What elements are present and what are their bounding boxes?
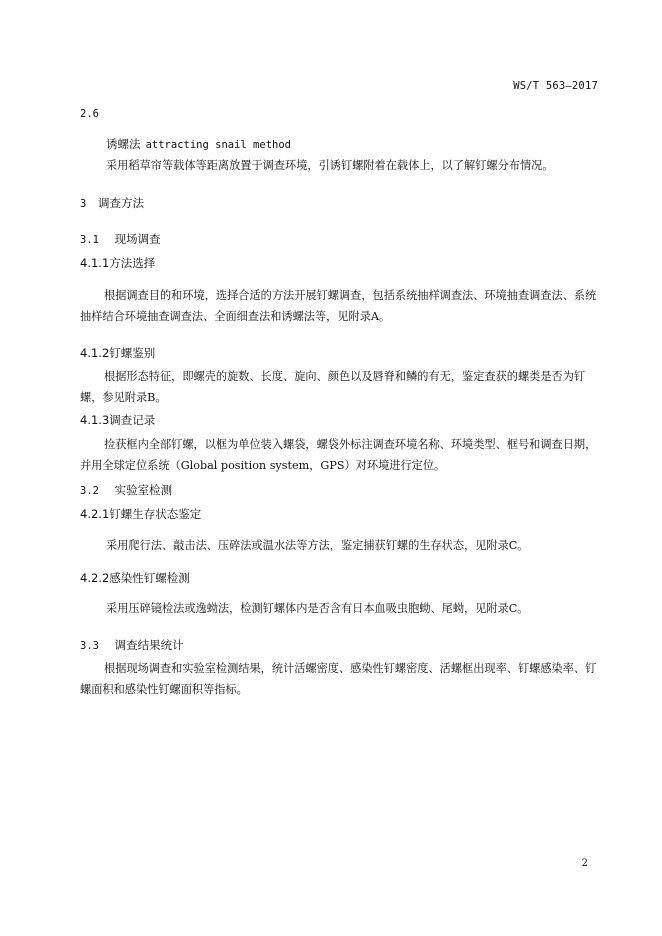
paragraph-snail-identification: 根据形态特征，即螺壳的旋数、长度、旋向、颜色以及唇脊和鳞的有无，鉴定查获的螺类是否为钉螺，参见附录B。: [80, 370, 586, 404]
subsection-heading-4-1-1: 4.1.1方法选择: [80, 256, 156, 270]
subsection-heading-4-1-2: 4.1.2钉螺鉴别: [80, 346, 156, 360]
section-number: 3.1: [80, 234, 99, 246]
paragraph-infected-snail-detection: 采用压碎镜检法或逸蚴法，检测钉螺体内是否含有日本血吸虫胞蚴、尾蚴，见附录C。: [106, 602, 529, 615]
subsection-heading-4-2-2: 4.2.2感染性钉螺检测: [80, 571, 190, 585]
section-number: 3: [80, 198, 87, 210]
section-heading-3: [80, 195, 144, 211]
paragraph-survival-status: 采用爬行法、敲击法、压碎法或温水法等方法，鉴定捕获钉螺的生存状态，见附录C。: [106, 539, 529, 552]
document-code: WS/T 563—2017: [513, 80, 598, 92]
paragraph-method-selection: 根据调查目的和环境，选择合适的方法开展钉螺调查，包括系统抽样调查法、环境抽查调查法、系统抽样结合环境抽查调查法、全面细查法和诱螺法等，见附录A。: [80, 289, 597, 323]
section-title: 现场调查: [114, 232, 161, 246]
paragraph-result-statistics: 根据现场调查和实验室检测结果，统计活螺密度、感染性钉螺密度、活螺框出现率、钉螺感染率、钉螺面积和感染性钉螺面积等指标。: [80, 662, 597, 696]
section-number: 3.2: [80, 485, 99, 497]
term-heading: [106, 133, 291, 152]
page-number: 2: [581, 858, 588, 869]
section-title: 调查结果统计: [114, 638, 184, 652]
subsection-heading-4-2-1: 4.2.1钉螺生存状态鉴定: [80, 507, 202, 521]
section-number-2-6: 2.6: [80, 108, 99, 120]
section-title: 实验室检测: [114, 483, 173, 497]
paragraph-survey-record: 捡获框内全部钉螺，以框为单位装入螺袋，螺袋外标注调查环境名称、环境类型、框号和调查日期，并用全球定位系统（Global position system，GPS）对环境进行定位。: [80, 438, 597, 472]
subsection-heading-4-1-3: 4.1.3调查记录: [80, 413, 156, 427]
term-chinese: 诱螺法: [106, 137, 141, 151]
term-definition: 采用稻草帘等载体等距离放置于调查环境，引诱钉螺附着在载体上，以了解钉螺分布情况。: [106, 159, 554, 172]
section-heading-3-1: [80, 231, 161, 247]
section-title: 调查方法: [97, 196, 144, 210]
section-heading-3-2: [80, 482, 172, 498]
section-heading-3-3: [80, 637, 184, 653]
term-english: attracting snail method: [145, 139, 291, 151]
section-number: 3.3: [80, 640, 99, 652]
